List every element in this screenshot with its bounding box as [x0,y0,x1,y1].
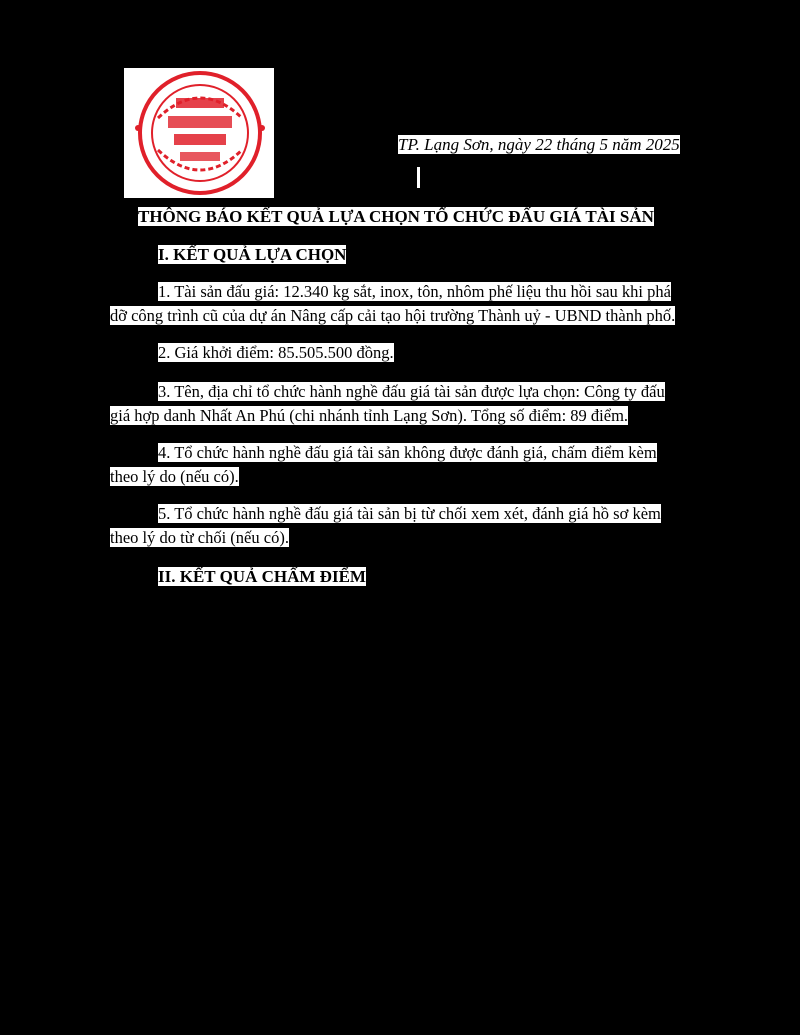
item-3: 3. Tên, địa chỉ tổ chức hành nghề đấu giá tài sản được lựa chọn: Công ty đấu giá hợp danh Nhất An Phú (chi nhánh tỉnh Lạng Sơn). Tổng số điểm: 89 điểm. [110,382,665,425]
item-5: 5. Tổ chức hành nghề đấu giá tài sản bị từ chối xem xét, đánh giá hồ sơ kèm theo lý do từ chối (nếu có). [110,504,661,547]
text-cursor [417,167,420,188]
item-2: 2. Giá khởi điểm: 85.505.500 đồng. [158,343,394,362]
document-date: TP. Lạng Sơn, ngày 22 tháng 5 năm 2025 [398,135,680,154]
item-1: 1. Tài sản đấu giá: 12.340 kg sắt, inox, tôn, nhôm phế liệu thu hồi sau khi phá dỡ công trình cũ của dự án Nâng cấp cải tạo hội trường Thành uỷ - UBND thành phố. [110,282,676,325]
section-1-heading: I. KẾT QUẢ LỰA CHỌN [158,245,347,264]
document-title: THÔNG BÁO KẾT QUẢ LỰA CHỌN TỔ CHỨC ĐẤU GIÁ TÀI SẢN [138,207,654,226]
item-4: 4. Tổ chức hành nghề đấu giá tài sản không được đánh giá, chấm điểm kèm theo lý do (nếu có). [110,443,657,486]
official-stamp [118,68,274,198]
section-2-heading: II. KẾT QUẢ CHẤM ĐIỂM [158,567,366,586]
